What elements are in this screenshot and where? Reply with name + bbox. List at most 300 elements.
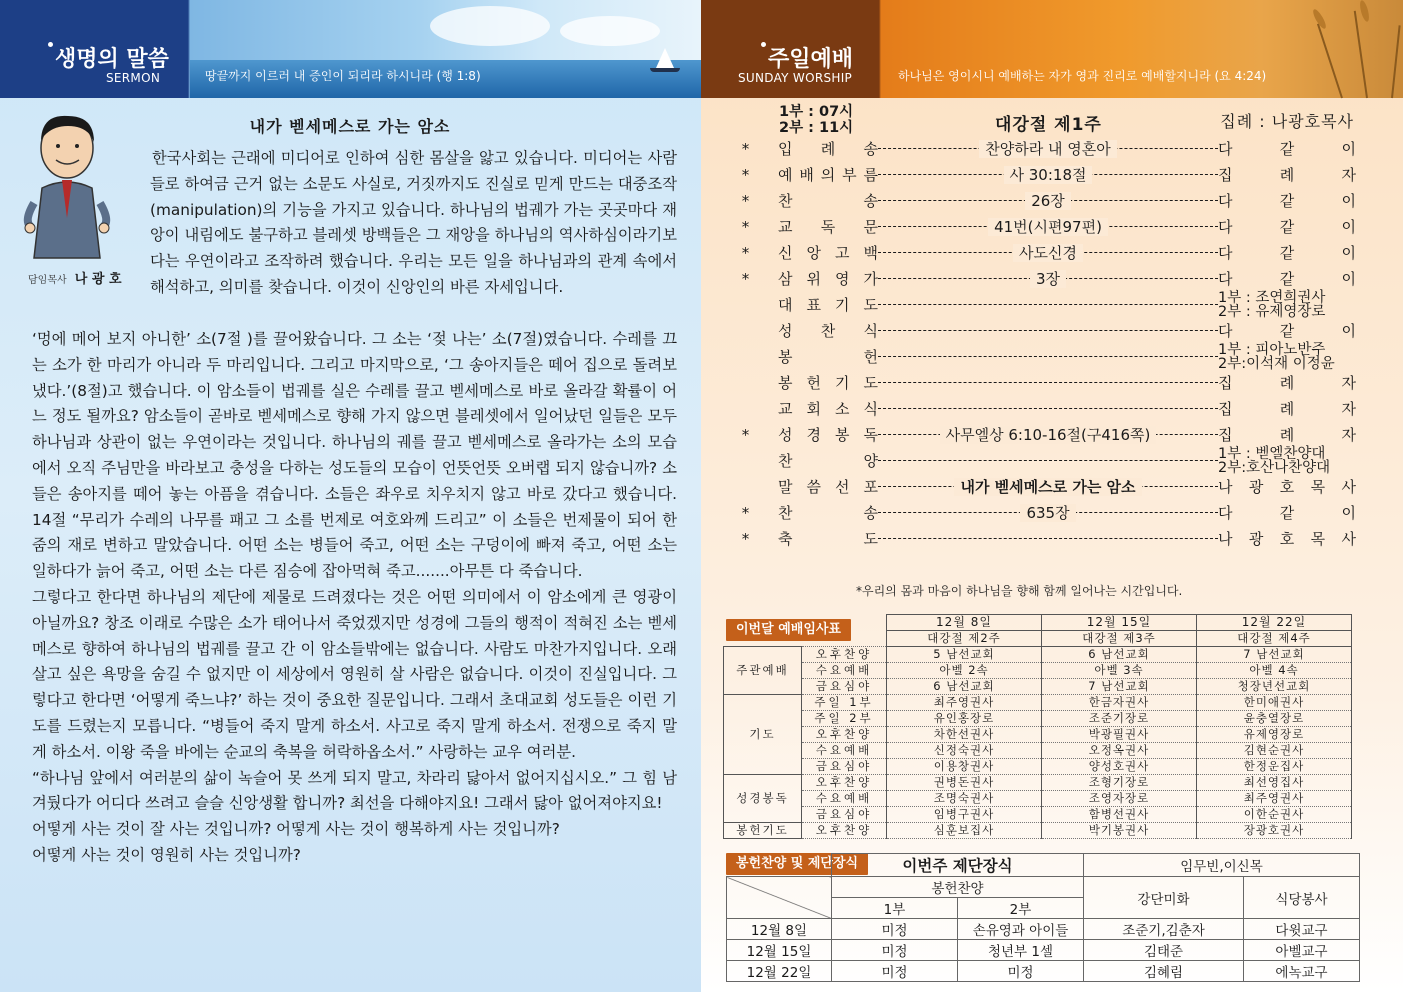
schedule-service: 오후찬양	[802, 647, 887, 663]
schedule-cell: 이한순권사	[1197, 807, 1352, 823]
decoration-p1: 미정	[832, 919, 958, 940]
order-leader-line	[878, 460, 1218, 461]
sermon-section-title: 생명의 말씀	[55, 47, 169, 72]
order-label-char: 봉	[778, 348, 793, 366]
schedule-row	[724, 775, 1352, 791]
order-who	[1218, 240, 1356, 266]
order-content: 찬양하라 내 영혼아	[979, 140, 1116, 158]
order-label	[778, 370, 878, 396]
sermon-paragraph: 어떻게 사는 것이 영원히 사는 것입니까?	[32, 845, 301, 864]
schedule-cell: 최선영집사	[1197, 775, 1352, 791]
schedule-cell: 박광필권사	[1042, 727, 1197, 743]
wheat-stalk	[1391, 25, 1401, 98]
order-who-split	[1218, 291, 1356, 319]
order-who-char: 이	[1341, 504, 1356, 522]
order-content-wrap	[878, 214, 1218, 240]
order-who	[1218, 162, 1356, 188]
order-star: *	[741, 192, 751, 210]
order-label	[778, 188, 878, 214]
order-who-char: 자	[1341, 426, 1356, 444]
schedule-service: 수요예배	[802, 663, 887, 679]
schedule-cell: 김현순권사	[1197, 743, 1352, 759]
bullet-dot	[48, 42, 53, 47]
order-content-wrap	[878, 266, 1218, 292]
decoration-altar: 김태준	[1084, 940, 1244, 961]
order-who-part1: 1부 : 피아노반주	[1218, 342, 1326, 358]
order-label	[778, 292, 878, 318]
order-who-char: 목	[1310, 478, 1326, 496]
order-who-part2: 2부 : 유제영장로	[1218, 304, 1326, 320]
order-label	[778, 448, 878, 474]
order-who-char: 사	[1341, 530, 1356, 548]
schedule-service: 주일 2부	[802, 711, 887, 727]
order-who-char: 이	[1341, 322, 1356, 340]
order-who-char: 집	[1218, 166, 1233, 184]
order-label-char: 회	[806, 400, 821, 418]
order-label-char: 봉	[835, 426, 850, 444]
order-row	[741, 448, 1355, 474]
sermon-section-subtitle: SERMON	[106, 71, 161, 85]
decoration-title: 이번주 제단장식	[832, 854, 1084, 877]
schedule-cell: 오정옥권사	[1042, 743, 1197, 759]
order-who	[1218, 474, 1356, 500]
order-who-char: 자	[1341, 400, 1356, 418]
order-row	[741, 240, 1355, 266]
order-content-wrap	[878, 188, 1218, 214]
order-who-char: 이	[1341, 192, 1356, 210]
schedule-cell: 함병선권사	[1042, 807, 1197, 823]
order-who	[1218, 318, 1356, 344]
order-content: 내가 벧세메스로 가는 암소	[954, 478, 1141, 496]
schedule-cell: 아벨 3속	[1042, 663, 1197, 679]
decoration-row	[727, 940, 1360, 961]
sermon-header	[0, 0, 701, 98]
schedule-cell: 한정운집사	[1197, 759, 1352, 775]
order-who-char: 같	[1279, 322, 1295, 340]
order-label-char: 독	[863, 426, 878, 444]
schedule-cell: 유인홍장로	[887, 711, 1042, 727]
order-content-wrap	[878, 136, 1218, 162]
order-label-char: 씀	[806, 478, 821, 496]
order-label-char: 식	[863, 322, 878, 340]
order-who	[1218, 188, 1356, 214]
order-label-char: 름	[863, 166, 878, 184]
order-label-char: 축	[778, 530, 793, 548]
decoration-p1: 미정	[832, 940, 958, 961]
order-who	[1218, 214, 1356, 240]
decoration-p1: 미정	[832, 961, 958, 982]
decoration-meal: 다윗교구	[1244, 919, 1360, 940]
schedule-cell: 7 남선교회	[1197, 647, 1352, 663]
order-who	[1218, 396, 1356, 422]
order-label-char: 헌	[806, 374, 821, 392]
order-who-char: 호	[1279, 478, 1295, 496]
order-label-char: 입	[778, 140, 793, 158]
schedule-cell: 장광호권사	[1197, 823, 1352, 839]
order-row	[741, 422, 1355, 448]
sermon-paragraph: “하나님 앞에서 여러분의 삶이 녹슬어 못 쓰게 되지 말고, 차라리 닳아서 없어지십시오.” 그 힘 남겨뒀다가 어디다 쓰려고 슬슬 신앙생활 합니까? 최선을 다해야지요! 그래서 닳아 없어져야지요!	[32, 768, 677, 813]
schedule-week: 대강절 제4주	[1197, 631, 1352, 647]
order-label-char: 의	[820, 166, 836, 184]
order-label-char: 말	[778, 478, 793, 496]
order-label-char: 백	[863, 244, 878, 262]
order-content-wrap	[878, 240, 1218, 266]
order-who-part2: 2부:호산나찬양대	[1218, 460, 1331, 476]
schedule-row	[724, 759, 1352, 775]
decoration-meal: 에녹교구	[1244, 961, 1360, 982]
schedule-cell: 차한선권사	[887, 727, 1042, 743]
order-who-char: 자	[1341, 374, 1356, 392]
order-label-char: 선	[835, 478, 850, 496]
order-leader-line	[878, 408, 1218, 409]
order-content: 41번(시편97편)	[988, 218, 1108, 236]
schedule-cell: 한금자권사	[1042, 695, 1197, 711]
pastor-caption	[28, 268, 122, 287]
order-leader-line	[878, 356, 1218, 357]
schedule-cell: 최주영권사	[1197, 791, 1352, 807]
order-label-char: 기	[835, 296, 850, 314]
order-content-wrap	[878, 474, 1218, 500]
worship-header	[701, 0, 1403, 98]
order-content: 3장	[1030, 270, 1066, 288]
order-leader-line	[878, 330, 1218, 331]
order-label-char: 도	[863, 374, 878, 392]
order-who-char: 다	[1218, 192, 1233, 210]
order-label-char: 영	[835, 270, 850, 288]
order-row	[741, 474, 1355, 500]
meal-header: 식당봉사	[1244, 877, 1360, 919]
order-label	[778, 162, 878, 188]
order-row	[741, 344, 1355, 370]
schedule-cell: 이용창권사	[887, 759, 1042, 775]
service-times	[779, 104, 853, 136]
schedule-cell: 6 남선교회	[887, 679, 1042, 695]
schedule-service: 주일 1부	[802, 695, 887, 711]
order-who-char: 다	[1218, 244, 1233, 262]
schedule-cell: 유제영장로	[1197, 727, 1352, 743]
order-who-char: 다	[1218, 270, 1233, 288]
schedule-row	[724, 791, 1352, 807]
sermon-paragraph: ‘멍에 메어 보지 아니한’ 소(7절 )를 끌어왔습니다. 그 소는 ‘젖 나는’ 소(7절)였습니다. 수레를 끄는 소가 한 마리가 아니라 두 마리입니다. 그리고 마지막으로, ‘그 송아지들은 떼어 집으로 돌려보냈다.’(8절)고 했습니다. 이 암소들이 법궤를 실은 수레를 끌고 벧세메스로 바로 올라갈 확률이 어느 정도 될까요? 암소들이 곧바로 벧세메스로 향해 가지 않으면 블레셋에서 일어났던 일들은 모두 하나님과 상관이 없는 우연이라는 것입니다. 하나님의 궤를 끌고 벧세메스로 올라가는 소의 모습에서 오직 주님만을 바라보고 충성을 다하는 성도들의 모습이 언뜻언뜻 오버랩 되지 않습니까? 소들은 송아지를 떼어 놓는 아픔을 겪습니다. 소들은 좌우로 치우치지 않고 바로 갔다고 했습니다. 14절 “무리가 수레의 나무를 패고 그 소를 번제로 여호와께 드리고” 이 소들은 번제물이 되어 한줌의 재로 변하고 말았습니다. 어떤 소는 병들어 죽고, 어떤 소는 구덩이에 빠져 죽고, 어떤 소는 일하다가 늙어 죽고, 어떤 소는 다른 짐승에 잡아먹혀 죽고.......아무튼 다 죽습니다.	[32, 330, 677, 581]
order-label-char: 도	[863, 296, 878, 314]
schedule-service: 금요심야	[802, 679, 887, 695]
schedule-blank-cell	[724, 615, 887, 631]
order-row	[741, 136, 1355, 162]
schedule-cell: 임병구권사	[887, 807, 1042, 823]
decoration-p2: 손유영과 아이들	[958, 919, 1084, 940]
wheat-head	[1358, 0, 1370, 23]
sermon-paragraph: 한국사회는 근래에 미디어로 인하여 심한 몸살을 앓고 있습니다. 미디어는 사람들로 하여금 근거 없는 소문도 사실로, 거짓까지도 진실로 믿게 만드는 대중조작(manipulation)의 기능을 가지고 있습니다. 하나님의 법궤가 가는 곳곳마다 재앙이 내림에도 불구하고 블레셋 방백들은 그 재앙을 하나님의 역사하심이라기보다는 우연이라고 조작하려 했습니다. 우리는 모든 일을 하나님과의 관계 속에서 해석하고, 의미를 찾습니다. 이것이 신앙인의 바른 자세입니다.	[150, 149, 677, 296]
order-who	[1218, 136, 1356, 162]
order-leader-line	[878, 304, 1218, 305]
order-who-split	[1218, 447, 1356, 475]
order-who-split	[1218, 343, 1356, 371]
order-label-char: 가	[863, 270, 878, 288]
schedule-service: 수요예배	[802, 791, 887, 807]
order-label-char: 고	[835, 244, 850, 262]
order-label-char: 송	[863, 192, 878, 210]
order-who-char: 다	[1218, 218, 1233, 236]
schedule-service: 오후찬양	[802, 727, 887, 743]
altar-header: 강단미화	[1084, 877, 1244, 919]
order-label-char: 찬	[778, 192, 793, 210]
order-who-char: 목	[1310, 530, 1326, 548]
decoration-p2: 미정	[958, 961, 1084, 982]
order-row	[741, 500, 1355, 526]
order-label-char: 헌	[863, 348, 878, 366]
order-label	[778, 266, 878, 292]
schedule-cell: 심훈보집사	[887, 823, 1042, 839]
order-content-wrap	[878, 500, 1218, 526]
service-time-2: 2부 : 11시	[779, 120, 854, 136]
order-label	[778, 240, 878, 266]
wheat-stalk	[1317, 24, 1343, 99]
order-label-char: 식	[863, 400, 878, 418]
order-who	[1218, 526, 1356, 552]
order-label-char: 봉	[778, 374, 793, 392]
schedule-row	[724, 647, 1352, 663]
schedule-cell: 조영자장로	[1042, 791, 1197, 807]
schedule-service: 금요심야	[802, 807, 887, 823]
schedule-blank-cell	[724, 631, 887, 647]
order-who-char: 집	[1218, 426, 1233, 444]
order-star: *	[741, 244, 751, 262]
order-label-char: 양	[863, 452, 878, 470]
schedule-service: 금요심야	[802, 759, 887, 775]
order-who-char: 나	[1218, 478, 1233, 496]
order-row	[741, 214, 1355, 240]
order-who	[1218, 422, 1356, 448]
schedule-cell: 6 남선교회	[1042, 647, 1197, 663]
schedule-table	[723, 614, 1352, 839]
order-label-char: 앙	[806, 244, 821, 262]
schedule-service: 오후찬양	[802, 775, 887, 791]
decoration-table	[726, 853, 1360, 982]
worship-section-title: 주일예배	[768, 47, 854, 72]
order-label	[778, 136, 878, 162]
order-who-char: 호	[1279, 530, 1295, 548]
sermon-paragraph: 어떻게 사는 것이 잘 사는 것입니까? 어떻게 사는 것이 행복하게 사는 것입니까?	[32, 820, 560, 839]
order-label-char: 찬	[778, 452, 793, 470]
schedule-cell: 조형기장로	[1042, 775, 1197, 791]
order-who-char: 같	[1279, 270, 1295, 288]
order-label	[778, 344, 878, 370]
order-content: 사무엘상 6:10-16절(구416쪽)	[940, 426, 1157, 444]
order-content-wrap	[878, 422, 1218, 448]
order-label-char: 부	[842, 166, 857, 184]
order-who-char: 같	[1279, 504, 1295, 522]
order-label	[778, 500, 878, 526]
order-who-char: 같	[1279, 244, 1295, 262]
order-who-char: 같	[1279, 140, 1295, 158]
order-label-char: 교	[778, 218, 793, 236]
order-row	[741, 292, 1355, 318]
order-who-char: 자	[1341, 166, 1356, 184]
order-star: *	[741, 504, 751, 522]
schedule-date-row	[724, 615, 1352, 631]
order-label-char: 표	[806, 296, 821, 314]
order-label-char: 찬	[778, 504, 793, 522]
order-who	[1218, 370, 1356, 396]
pastor-name: 나 광 호	[74, 272, 122, 287]
service-time-1: 1부 : 07시	[779, 104, 854, 120]
schedule-week-row	[724, 631, 1352, 647]
order-label	[778, 422, 878, 448]
schedule-cell: 아벨 4속	[1197, 663, 1352, 679]
order-who-part1: 1부 : 조연희권사	[1218, 290, 1326, 306]
order-star: *	[741, 530, 751, 548]
schedule-cell: 5 남선교회	[887, 647, 1042, 663]
order-row	[741, 266, 1355, 292]
order-who-char: 례	[1279, 400, 1295, 418]
worship-section-subtitle: SUNDAY WORSHIP	[738, 71, 853, 85]
order-who-char: 집	[1218, 400, 1233, 418]
order-leader-line	[878, 538, 1218, 539]
order-who	[1218, 500, 1356, 526]
order-star: *	[741, 426, 751, 444]
order-of-worship	[741, 136, 1355, 552]
order-star: *	[741, 166, 751, 184]
decoration-tag: 봉헌찬양 및 제단장식	[726, 853, 868, 875]
order-who-char: 같	[1279, 192, 1295, 210]
order-label-char: 대	[778, 296, 793, 314]
order-label	[778, 214, 878, 240]
order-label-char: 성	[778, 426, 793, 444]
schedule-date: 12월 22일	[1197, 615, 1352, 631]
schedule-cell: 최주영권사	[887, 695, 1042, 711]
schedule-row	[724, 823, 1352, 839]
order-leader-line	[878, 382, 1218, 383]
schedule-cell: 신정숙권사	[887, 743, 1042, 759]
order-row	[741, 526, 1355, 552]
schedule-tag: 이번달 예배임사표	[726, 619, 851, 641]
schedule-service: 수요예배	[802, 743, 887, 759]
offering-header: 봉헌찬양	[832, 877, 1084, 898]
order-row	[741, 318, 1355, 344]
order-content-wrap	[878, 162, 1218, 188]
order-label-char: 경	[806, 426, 821, 444]
order-who-char: 이	[1341, 140, 1356, 158]
order-who-char: 집	[1218, 374, 1233, 392]
sermon-paragraph: 그렇다고 한다면 하나님의 제단에 제물로 드려졌다는 것은 어떤 의미에서 이 암소에게 큰 영광이 아닐까요? 창조 이래로 수많은 소가 태어나서 죽었겠지만 성경에 그들의 행적이 적혀진 소는 벧세메스로 향하여 하나님의 법궤를 끌고 간 이 암소들밖에는 없습니다. 사람도 마찬가지입니다. 오래살고 싶은 욕망을 숨길 수 없지만 이 세상에서 영원히 살 사람은 없습니다. 이것이 진실입니다. 그렇다고 한다면 ‘어떻게 죽느냐?’ 하는 것이 중요한 질문입니다. 그래서 초대교회 성도들은 이런 기도를 드렸는지 모릅니다. “병들어 죽지 말게 하소서. 사고로 죽지 말게 하소서. 전쟁으로 죽지 말게 하소서. 이왕 죽을 바에는 순교의 축복을 허락하옵소서.” 사랑하는 교우 여러분.	[32, 587, 677, 761]
order-who-char: 이	[1341, 244, 1356, 262]
sermon-page	[0, 0, 701, 992]
schedule-cell: 청장년선교회	[1197, 679, 1352, 695]
order-who-char: 사	[1341, 478, 1356, 496]
schedule-row	[724, 727, 1352, 743]
sailboat-hull	[650, 68, 680, 72]
schedule-cell: 박기봉권사	[1042, 823, 1197, 839]
cloud-image	[430, 6, 550, 46]
order-label-char: 송	[863, 504, 878, 522]
schedule-cell: 권병돈권사	[887, 775, 1042, 791]
decoration-row	[727, 919, 1360, 940]
order-content: 26장	[1025, 192, 1071, 210]
order-row	[741, 162, 1355, 188]
order-who-char: 광	[1248, 478, 1264, 496]
cloud-image	[560, 16, 660, 46]
schedule-cell: 양성호권사	[1042, 759, 1197, 775]
schedule-cell: 조준기장로	[1042, 711, 1197, 727]
schedule-cell: 아벨 2속	[887, 663, 1042, 679]
order-label	[778, 474, 878, 500]
schedule-group: 성경봉독	[724, 775, 802, 823]
pastor-role: 담임목사	[28, 275, 67, 286]
sermon-body-intro	[150, 146, 677, 301]
bullet-dot	[761, 42, 766, 47]
pastor-portrait-illustration	[22, 108, 112, 263]
order-content: 사도신경	[1013, 244, 1083, 262]
schedule-date: 12월 8일	[887, 615, 1042, 631]
standing-note: *우리의 몸과 마음이 하나님을 향해 함께 일어나는 시간입니다.	[856, 584, 1183, 598]
decoration-altar: 조준기,김춘자	[1084, 919, 1244, 940]
sermon-body-main	[32, 327, 677, 869]
order-label-char: 송	[863, 140, 878, 158]
order-who-char: 례	[1279, 166, 1295, 184]
order-row	[741, 370, 1355, 396]
schedule-row	[724, 663, 1352, 679]
sailboat-icon	[656, 48, 674, 68]
part2-header: 2부	[958, 898, 1084, 919]
order-row	[741, 188, 1355, 214]
order-who-char: 나	[1218, 530, 1233, 548]
order-label-char: 배	[799, 166, 814, 184]
order-who-char: 다	[1218, 504, 1233, 522]
decoration-altar: 김혜림	[1084, 961, 1244, 982]
order-who-char: 같	[1279, 218, 1295, 236]
wheat-stalk	[1354, 11, 1368, 98]
part1-header: 1부	[832, 898, 958, 919]
order-label-char: 교	[778, 400, 793, 418]
order-label-char: 례	[820, 140, 836, 158]
order-content: 635장	[1020, 504, 1075, 522]
order-who-part2: 2부:이석재 이정윤	[1218, 356, 1335, 372]
order-star: *	[741, 270, 751, 288]
schedule-group: 주관예배	[724, 647, 802, 695]
order-star: *	[741, 218, 751, 236]
order-label-char: 도	[863, 530, 878, 548]
worship-verse: 하나님은 영이시니 예배하는 자가 영과 진리로 예배할지니라 (요 4:24)	[898, 69, 1267, 83]
schedule-group: 기도	[724, 695, 802, 775]
worship-page	[701, 0, 1403, 992]
order-label-char: 독	[820, 218, 836, 236]
order-label	[778, 396, 878, 422]
schedule-date: 12월 15일	[1042, 615, 1197, 631]
schedule-week: 대강절 제2주	[887, 631, 1042, 647]
order-label-char: 삼	[778, 270, 793, 288]
schedule-row	[724, 807, 1352, 823]
order-content: 사 30:18절	[1004, 166, 1093, 184]
schedule-cell: 윤충열장로	[1197, 711, 1352, 727]
schedule-week: 대강절 제3주	[1042, 631, 1197, 647]
schedule-cell: 한미애권사	[1197, 695, 1352, 711]
order-label	[778, 526, 878, 552]
decoration-date: 12월 22일	[727, 961, 832, 982]
decoration-date: 12월 8일	[727, 919, 832, 940]
order-label-char: 포	[863, 478, 878, 496]
decoration-meal: 아벨교구	[1244, 940, 1360, 961]
presider: 집례 : 나광호목사	[1220, 112, 1354, 131]
order-who-part1: 1부 : 벧엘찬양대	[1218, 446, 1326, 462]
schedule-cell: 조명숙권사	[887, 791, 1042, 807]
order-label-char: 소	[835, 400, 850, 418]
sermon-verse: 땅끝까지 이르러 내 증인이 되리라 하시니라 (행 1:8)	[205, 69, 481, 83]
order-row	[741, 396, 1355, 422]
order-label-char: 문	[863, 218, 878, 236]
order-label-char: 기	[835, 374, 850, 392]
header-corner-cell	[727, 877, 832, 919]
order-label-char: 위	[806, 270, 821, 288]
